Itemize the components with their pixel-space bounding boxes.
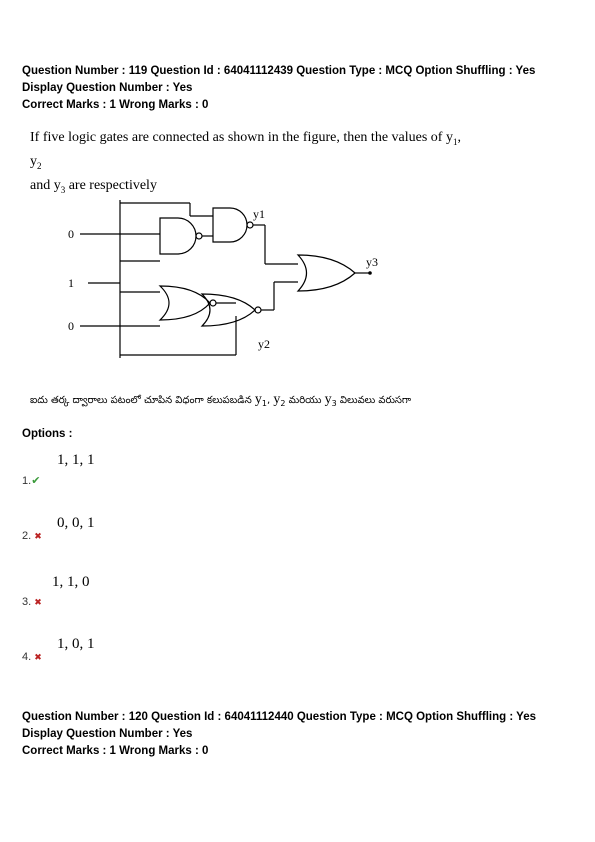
q120-header-line1: Question Number : 120 Question Id : 64041112440 Question Type : MCQ Option Shuffling : Yes [22,711,536,723]
input-a-label: 0 [68,227,74,241]
input-c-label: 0 [68,319,74,333]
logic-circuit-figure [60,200,380,360]
question-text-telugu: ఐదు తర్క ద్వారాలు పటంలో చూపిన విధంగా కలుపబడిన $y_1$, $y_2$ మరియు $y_3$ విలువలు వరుసగా [30,392,412,408]
option-2-number: 2. ✖ [22,530,42,542]
question-text-english: If five logic gates are connected as shown in the figure, then the values of $y_1$, $y_2$ and $y_3$ are respectively [30,130,461,195]
gate-2-bubble [247,222,253,228]
telugu-part-c: విలువలు వరుసగా [336,395,412,406]
correct-check-icon: ✔ [31,475,41,487]
q120-header-line3: Correct Marks : 1 Wrong Marks : 0 [22,745,209,757]
telugu-part-b: మరియు [285,395,325,406]
output-y3-label: y3 [366,255,378,269]
gate-2-nand [213,208,247,242]
q119-header-line1: Question Number : 119 Question Id : 64041112439 Question Type : MCQ Option Shuffling : Yes [22,65,536,77]
gate-3-bubble [210,300,216,306]
gate-4-bubble [255,307,261,313]
q120-header-line2: Display Question Number : Yes [22,728,193,740]
question-text-part-b: and y [30,177,61,193]
input-b-label: 1 [68,276,74,290]
gate-3-nor [160,286,210,320]
q119-header-line3: Correct Marks : 1 Wrong Marks : 0 [22,99,209,111]
option-4-value[interactable]: 1, 0, 1 [57,636,95,652]
gate-1-nand [160,218,196,254]
output-y1-label: y1 [253,207,265,221]
output-y2-label: y2 [258,337,270,351]
wrong-cross-icon: ✖ [34,652,42,662]
gate-5-or [298,255,355,291]
gate-1-bubble [196,233,202,239]
option-3-number: 3. ✖ [22,596,42,608]
option-4-number: 4. ✖ [22,651,42,663]
option-1-number: 1.✔ [22,475,41,487]
option-2-value[interactable]: 0, 0, 1 [57,515,95,531]
option-3-value[interactable]: 1, 1, 0 [52,574,90,590]
options-label: Options : [22,428,73,440]
option-1-value[interactable]: 1, 1, 1 [57,452,95,468]
wrong-cross-icon: ✖ [34,597,42,607]
q119-header-line2: Display Question Number : Yes [22,82,193,94]
question-text-part-c: are respectively [65,177,157,193]
wrong-cross-icon: ✖ [34,531,42,541]
gate-4-nor [202,294,255,326]
telugu-part-a: ఐదు తర్క ద్వారాలు పటంలో చూపిన విధంగా కలుపబడిన [30,395,255,406]
question-text-part-a: If five logic gates are connected as shown in the figure, then the values of y [30,130,453,145]
